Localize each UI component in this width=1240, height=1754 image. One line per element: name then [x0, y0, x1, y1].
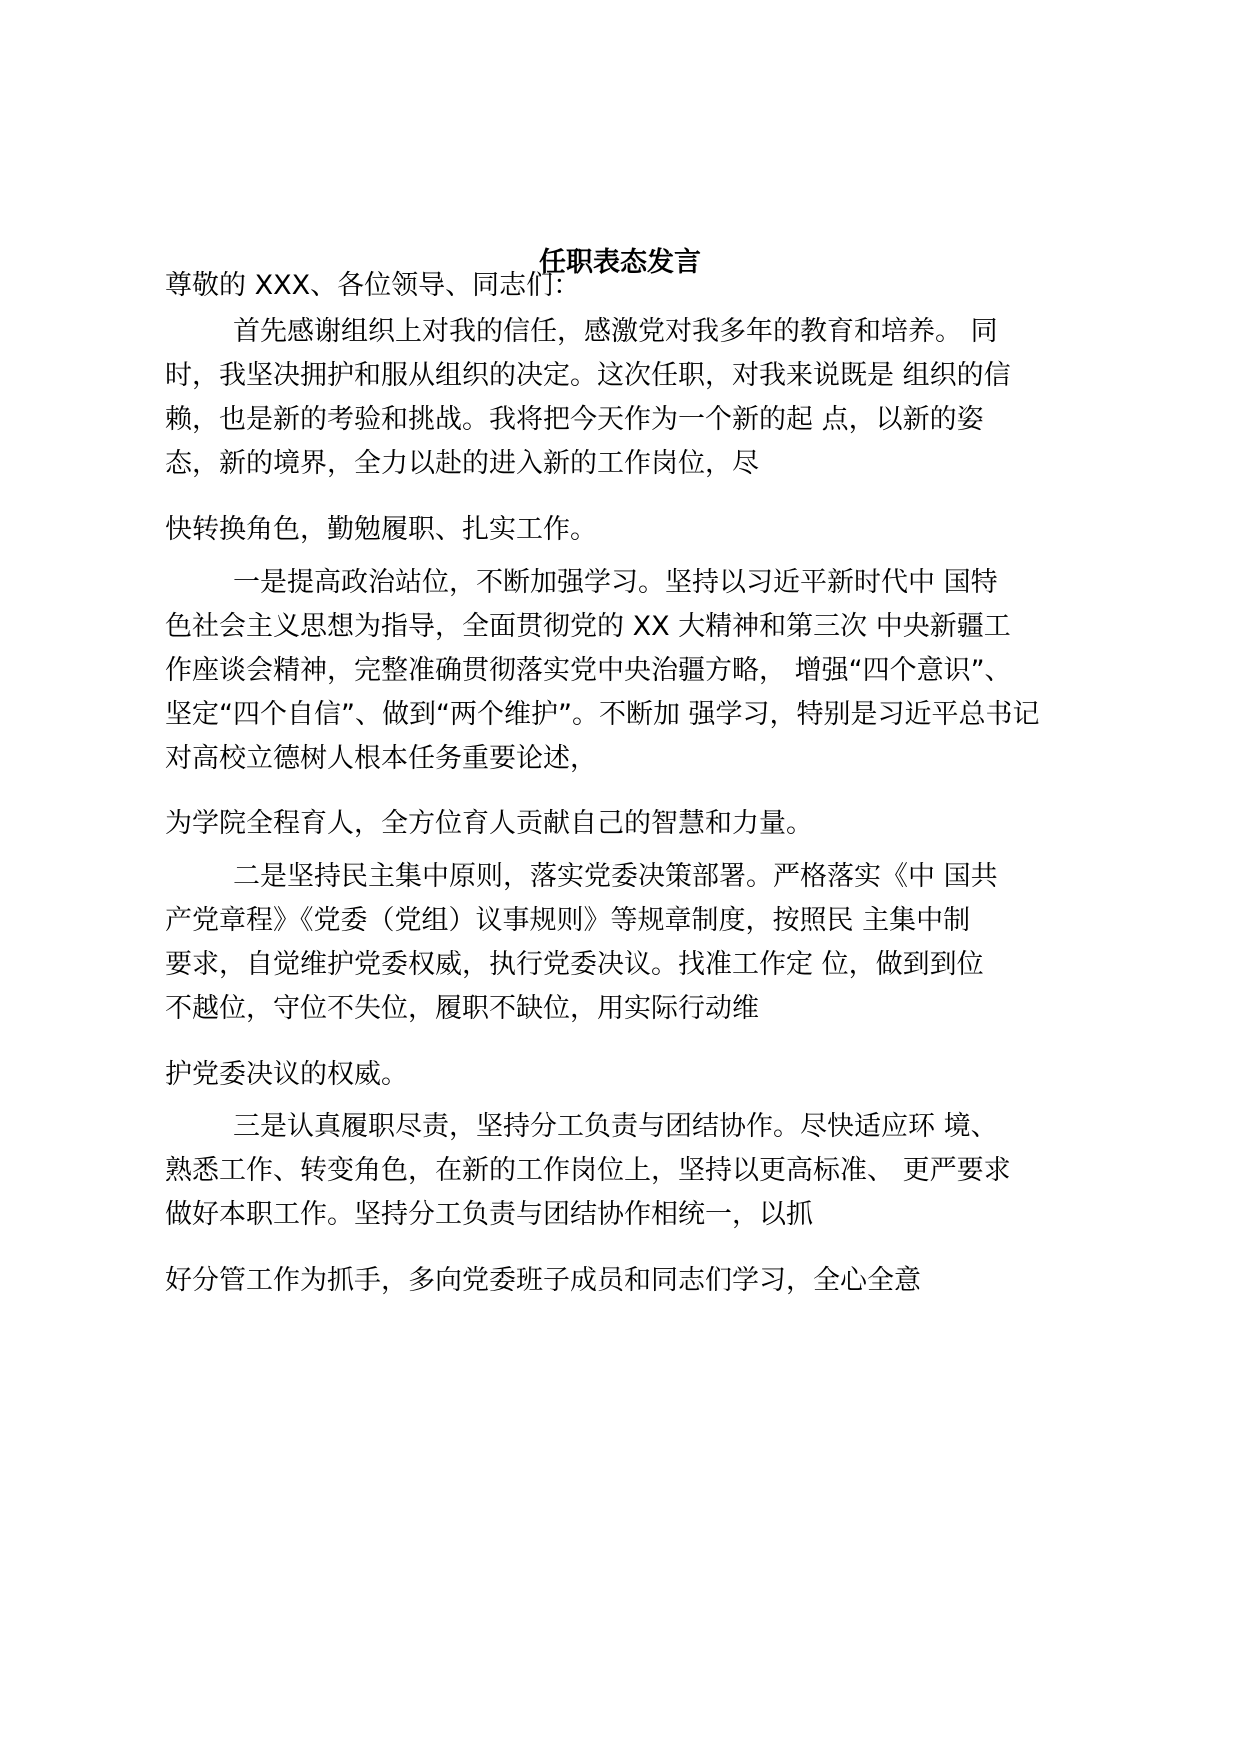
paragraph-line: 作座谈会精神，完整准确贯彻落实党中央治疆方略， 增强“四个意识”、	[165, 655, 1012, 686]
paragraph-line: 快转换角色，勤勉履职、扎实工作。	[165, 514, 597, 545]
paragraph-line: 首先感谢组织上对我的信任，感激党对我多年的教育和培养。 同	[233, 316, 998, 347]
paragraph-line: 要求，自觉维护党委权威，执行党委决议。找准工作定 位，做到到位	[165, 949, 984, 980]
paragraph-line: 产党章程》《党委（党组）议事规则》等规章制度，按照民 主集中制	[165, 905, 971, 936]
salutation-line: 尊敬的 XXX、各位领导、同志们：	[165, 270, 581, 301]
paragraph-line: 为学院全程育人，全方位育人贡献自己的智慧和力量。	[165, 808, 813, 839]
paragraph-line: 好分管工作为抓手，多向党委班子成员和同志们学习，全心全意	[165, 1265, 921, 1296]
paragraph-line: 色社会主义思想为指导，全面贯彻党的 XX 大精神和第三次 中央新疆工	[165, 611, 1011, 642]
paragraph-line: 二是坚持民主集中原则，落实党委决策部署。严格落实《中 国共	[233, 861, 998, 892]
paragraph-line: 坚定“四个自信”、做到“两个维护”。不断加 强学习，特别是习近平总书记	[165, 699, 1040, 730]
paragraph-line: 不越位，守位不失位，履职不缺位，用实际行动维	[165, 993, 759, 1024]
paragraph-line: 护党委决议的权威。	[165, 1059, 408, 1090]
paragraph-line: 熟悉工作、转变角色，在新的工作岗位上，坚持以更高标准、 更严要求	[165, 1155, 1011, 1186]
paragraph-line: 做好本职工作。坚持分工负责与团结协作相统一，以抓	[165, 1199, 813, 1230]
paragraph-line: 态，新的境界，全力以赴的进入新的工作岗位，尽	[165, 448, 759, 479]
paragraph-line: 赖，也是新的考验和挑战。我将把今天作为一个新的起 点，以新的姿	[165, 404, 984, 435]
paragraph-line: 一是提高政治站位，不断加强学习。坚持以习近平新时代中 国特	[233, 567, 998, 598]
paragraph-line: 对高校立德树人根本任务重要论述，	[165, 743, 597, 774]
paragraph-line: 时，我坚决拥护和服从组织的决定。这次任职，对我来说既是 组织的信	[165, 360, 1011, 391]
document-title: 任职表态发言	[539, 247, 701, 278]
paragraph-line: 三是认真履职尽责，坚持分工负责与团结协作。尽快适应环 境、	[233, 1111, 998, 1142]
